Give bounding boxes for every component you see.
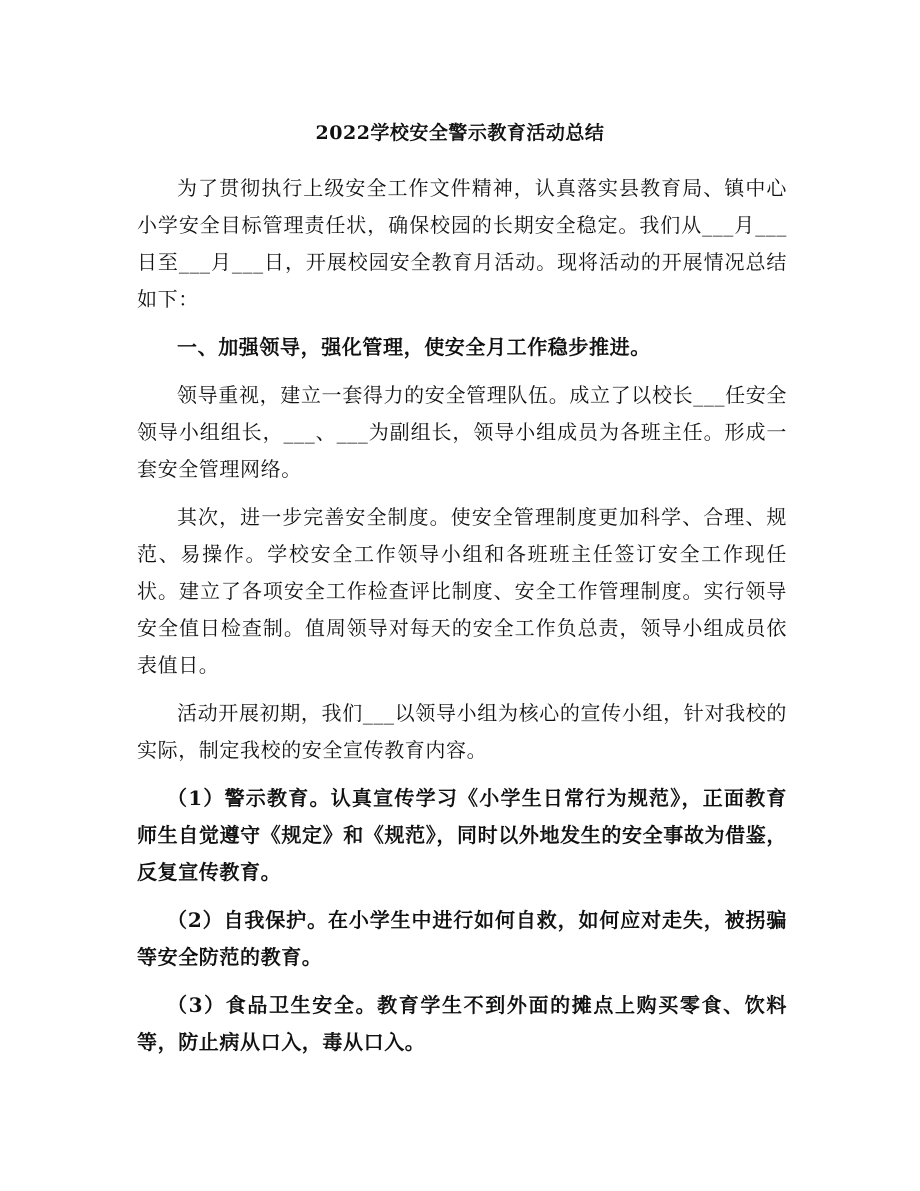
list-item-warning-education: （1）警示教育。认真宣传学习《小学生日常行为规范》，正面教育师生自觉遵守《规定》和《规范》，同时以外地发生的安全事故为借鉴，反复宣传教育。 (137, 786, 787, 884)
paragraph-intro: 为了贯彻执行上级安全工作文件精神，认真落实县教育局、镇中心小学安全目标管理责任状，确保校园的长期安全稳定。我们从___月___日至___月___日，开展校园安全教育月活动。现将活动的开展情况总结如下： (137, 176, 787, 311)
paragraph-system: 其次，进一步完善安全制度。使安全管理制度更加科学、合理、规范、易操作。学校安全工作领导小组和各班班主任签订安全工作现任状。建立了各项安全工作检查评比制度、安全工作管理制度。实行领导安全值日检查制。值周领导对每天的安全工作负总责，领导小组成员依表值日。 (137, 505, 787, 677)
document-body (137, 170, 787, 1072)
document-title: 2022学校安全警示教育活动总结 (315, 122, 605, 144)
list-item-food-safety: （3）食品卫生安全。教育学生不到外面的摊点上购买零食、饮料等，防止病从口入，毒从口入。 (137, 993, 787, 1054)
paragraph-leadership: 领导重视，建立一套得力的安全管理队伍。成立了以校长___任安全领导小组组长，___、___为副组长，领导小组成员为各班主任。形成一套安全管理网络。 (137, 383, 787, 481)
list-item-self-protection: （2）自我保护。在小学生中进行如何自救，如何应对走失，被拐骗等安全防范的教育。 (137, 908, 787, 969)
paragraph-activity-start: 活动开展初期，我们___以领导小组为核心的宣传小组，针对我校的实际，制定我校的安全宣传教育内容。 (137, 701, 787, 762)
section-heading-1: 一、加强领导，强化管理，使安全月工作稳步推进。 (177, 335, 651, 359)
